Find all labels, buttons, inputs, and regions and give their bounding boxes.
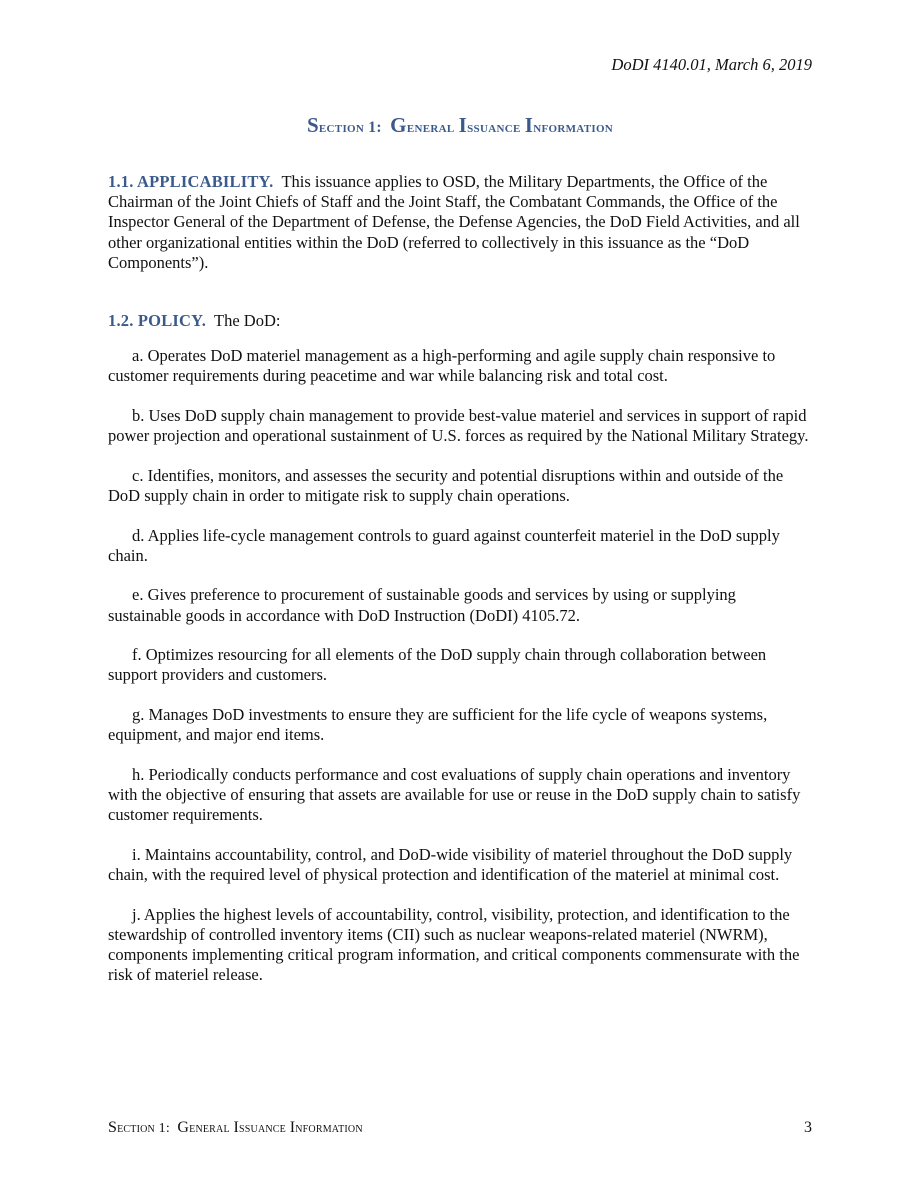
applicability-heading: 1.1. APPLICABILITY. <box>108 172 274 191</box>
policy-item-f: f. Optimizes resourcing for all elements of the DoD supply chain through collaboration between support providers and customers. <box>108 645 767 685</box>
policy-heading: 1.2. POLICY. <box>108 311 207 331</box>
policy-paragraph <box>108 311 812 331</box>
page-number: 3 <box>804 1119 812 1136</box>
policy-item-e: e. Gives preference to procurement of sustainable goods and services by using or supplying sustainable goods in accordance with DoD Instruction (DoDI) 4105.72. <box>108 585 736 625</box>
running-head: DoDI 4140.01, March 6, 2019 <box>611 55 812 74</box>
policy-intro: The DoD: <box>214 311 281 331</box>
footer-section-title: Section 1: General Issuance Information <box>108 1119 363 1136</box>
policy-item-i: i. Maintains accountability, control, and DoD-wide visibility of materiel throughout the DoD supply chain, with the required level of physical protection and identification of the materiel at minimal cost. <box>108 844 793 884</box>
applicability-paragraph <box>108 172 812 273</box>
policy-item-d: d. Applies life-cycle management controls to guard against counterfeit materiel in the DoD supply chain. <box>108 525 780 565</box>
policy-item-g: g. Manages DoD investments to ensure they are sufficient for the life cycle of weapons systems, equipment, and major end items. <box>108 705 768 745</box>
policy-item-j: j. Applies the highest levels of accountability, control, visibility, protection, and identification to the stewardship of controlled inventory items (CII) such as nuclear weapons-related materiel (NWRM), components implementing critical program information, and critical components commensurate with the risk of materiel release. <box>108 904 800 985</box>
policy-item-c: c. Identifies, monitors, and assesses the security and potential disruptions within and outside of the DoD supply chain in order to mitigate risk to supply chain operations. <box>108 465 784 506</box>
document-body <box>108 172 812 1005</box>
policy-item-b: b. Uses DoD supply chain management to provide best-value materiel and services in support of rapid power projection and operational sustainment of U.S. forces as required by the National Military Strategy. <box>108 406 809 446</box>
policy-item-a: a. Operates DoD materiel management as a high-performing and agile supply chain responsive to customer requirements during peacetime and war while balancing risk and total cost. <box>108 346 776 386</box>
section-title: Section 1: General Issuance Information <box>306 113 614 137</box>
policy-item-h: h. Periodically conducts performance and cost evaluations of supply chain operations and inventory with the objective of ensuring that assets are available for use or reuse in the DoD supply chain to satisfy customer requirements. <box>108 764 801 825</box>
applicability-text: This issuance applies to OSD, the Military Departments, the Office of the Chairman of the Joint Chiefs of Staff and the Joint Staff, the Combatant Commands, the Office of the Inspector General of the Department of Defense, the Defense Agencies, the DoD Field Activities, and all other organizational entities within the DoD (referred to collectively in this issuance as the “DoD Components”). <box>108 172 800 272</box>
page-footer <box>108 1118 812 1139</box>
